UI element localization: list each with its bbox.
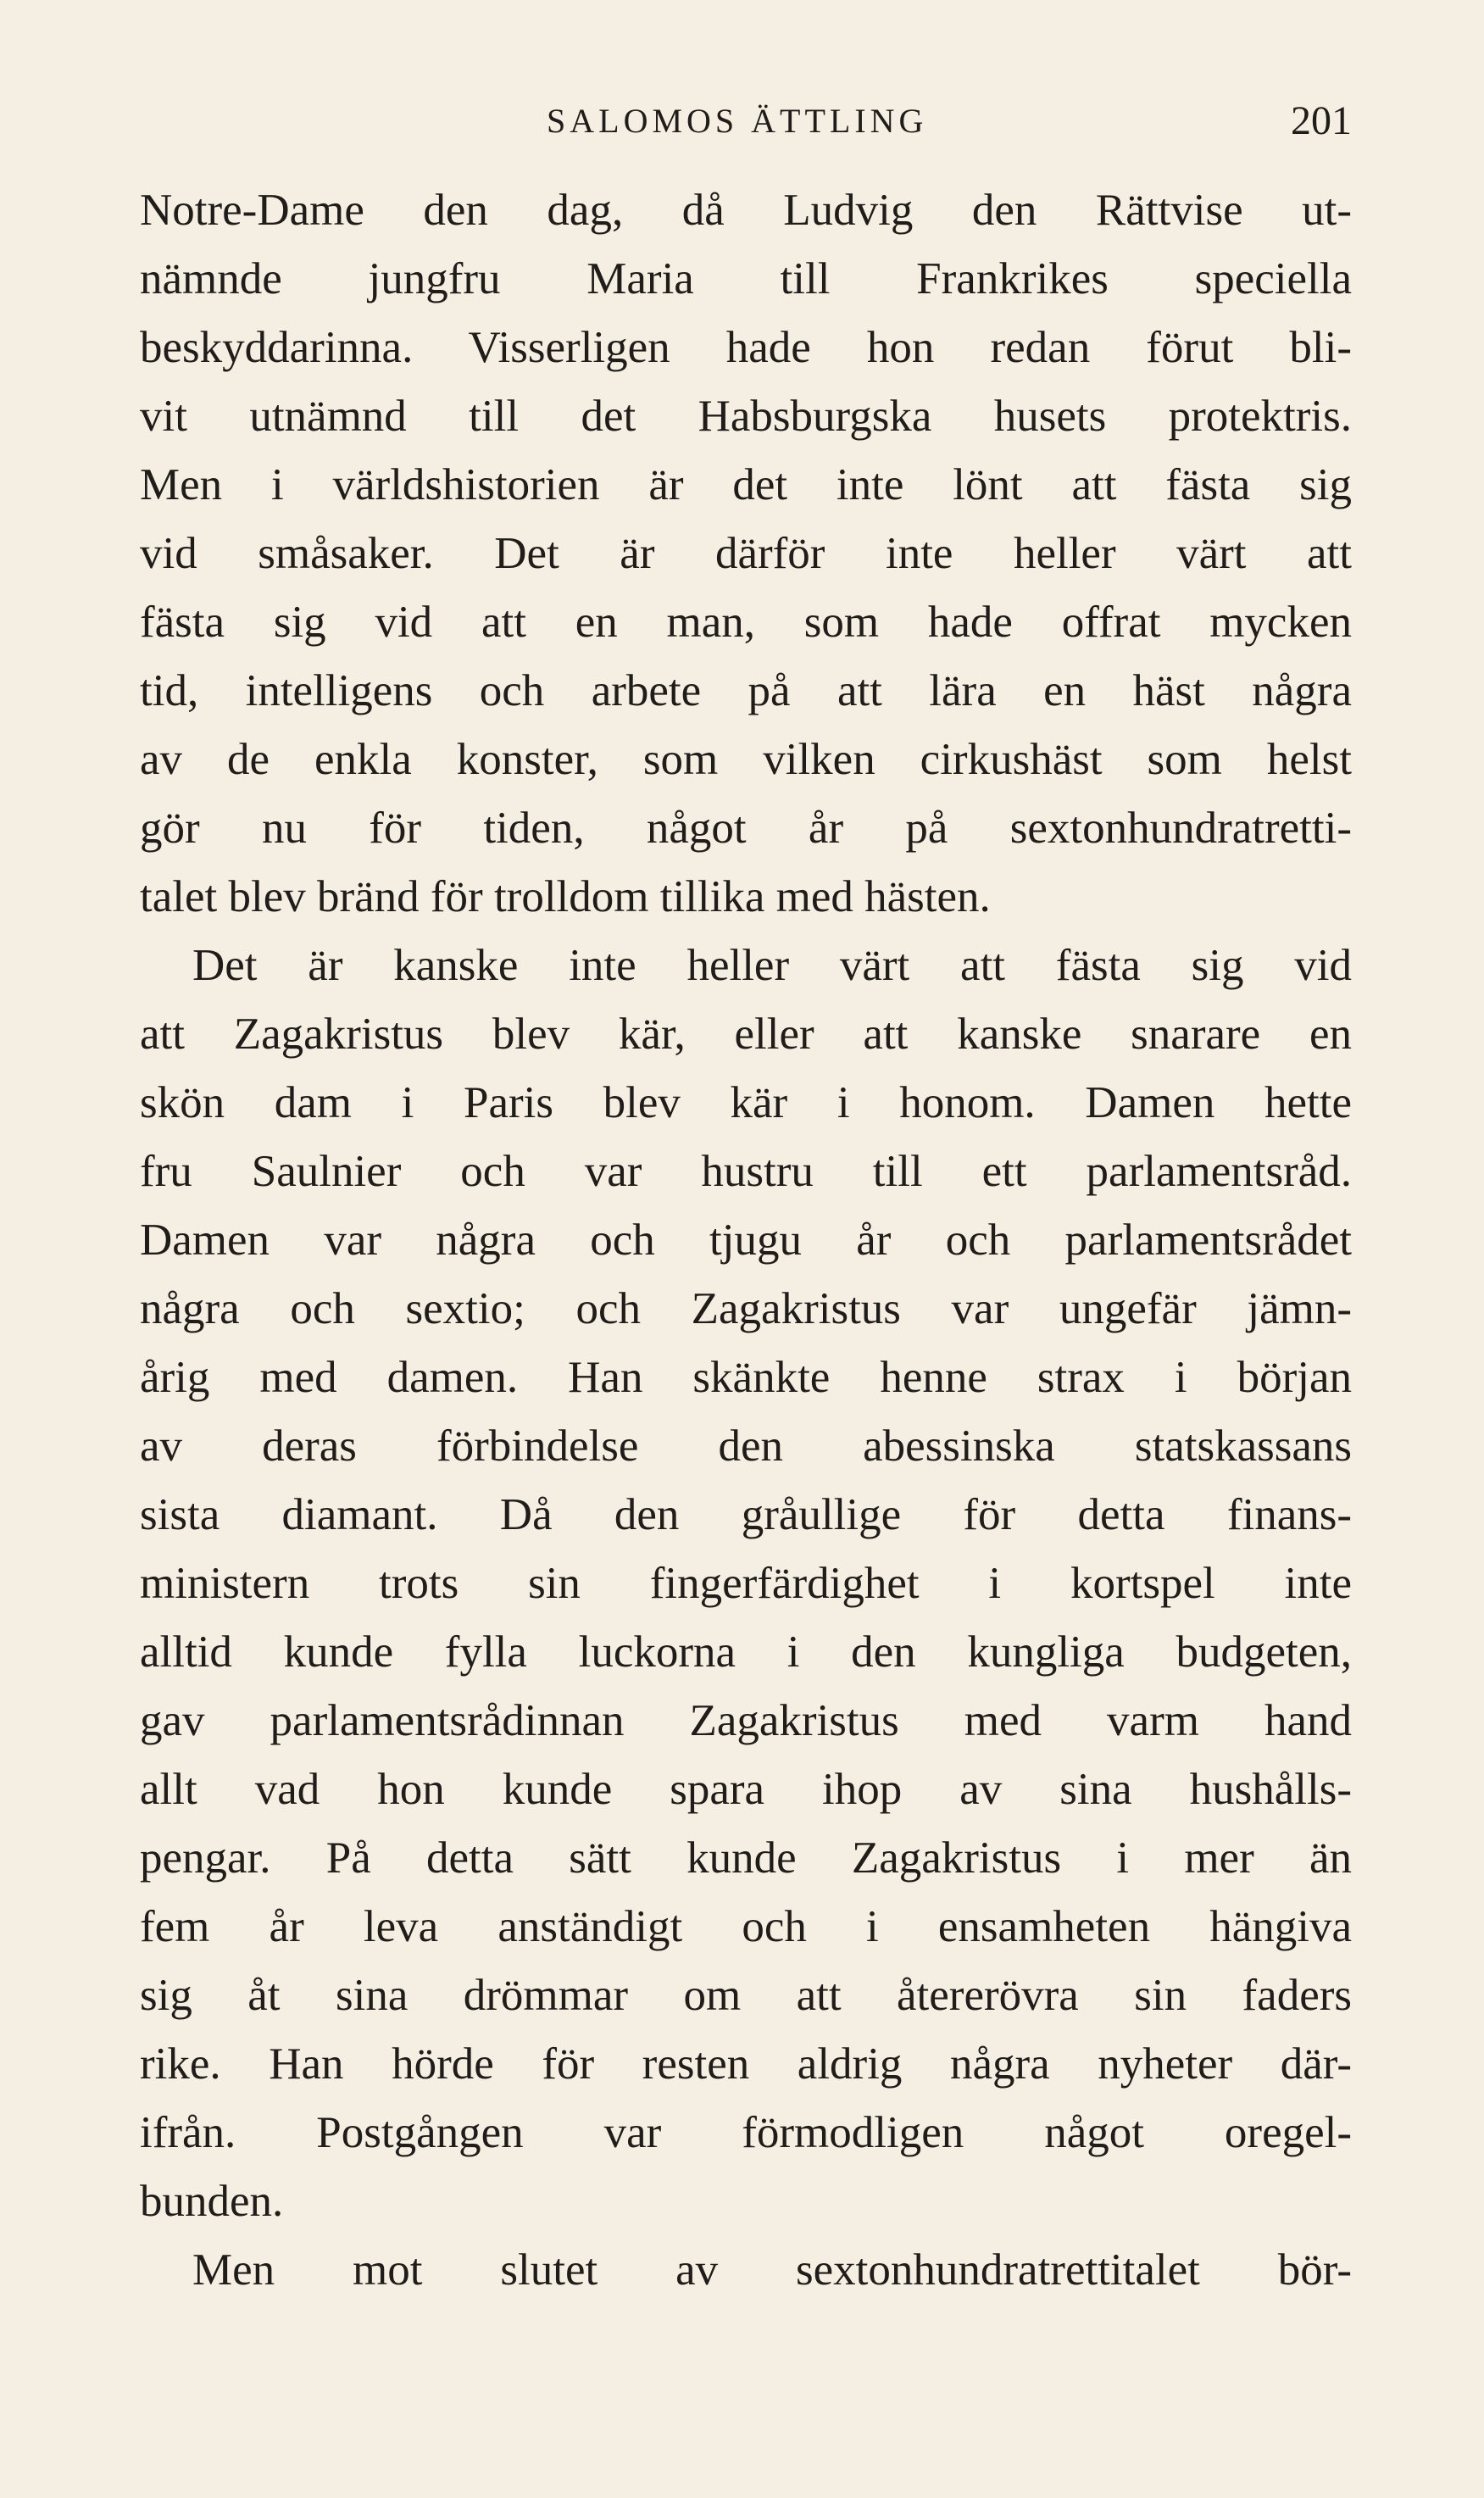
text-line: att Zagakristus blev kär, eller att kanske snarare en: [140, 1010, 1352, 1059]
text-line: vit utnämnd till det Habsburgska husets protektris.: [140, 392, 1352, 441]
text-line: årig med damen. Han skänkte henne strax i början: [140, 1353, 1352, 1402]
text-line: rike. Han hörde för resten aldrig några nyheter där-: [140, 2039, 1352, 2089]
text-line: sig åt sina drömmar om att återerövra sin faders: [140, 1971, 1352, 2020]
text-line: alltid kunde fylla luckorna i den kungliga budgeten,: [140, 1627, 1352, 1677]
text-line: Notre-Dame den dag, då Ludvig den Rättvise ut-: [140, 186, 1352, 235]
text-line: Men mot slutet av sextonhundratrettitalet bör-: [192, 2245, 1352, 2295]
text-line: ifrån. Postgången var förmodligen något oregel-: [140, 2108, 1352, 2157]
text-line: gav parlamentsrådinnan Zagakristus med varm hand: [140, 1696, 1352, 1745]
page-number: 201: [1291, 98, 1352, 143]
text-line: av deras förbindelse den abessinska statskassans: [140, 1421, 1352, 1471]
text-line: nämnde jungfru Maria till Frankrikes speciella: [140, 254, 1352, 303]
body-text: [140, 176, 1352, 2305]
text-line: talet blev bränd för trolldom tillika med hästen.: [140, 872, 991, 921]
text-line: några och sextio; och Zagakristus var ungefär jämn-: [140, 1284, 1352, 1333]
text-line: skön dam i Paris blev kär i honom. Damen hette: [140, 1078, 1352, 1127]
text-line: ministern trots sin fingerfärdighet i kortspel inte: [140, 1559, 1352, 1608]
running-title: SALOMOS ÄTTLING: [547, 102, 928, 140]
text-line: Det är kanske inte heller värt att fästa sig vid: [192, 941, 1352, 990]
text-line: fem år leva anständigt och i ensamheten hängiva: [140, 1902, 1352, 1951]
text-line: Men i världshistorien är det inte lönt att fästa sig: [140, 460, 1352, 509]
text-line: fru Saulnier och var hustru till ett parlamentsråd.: [140, 1147, 1352, 1196]
text-line: fästa sig vid att en man, som hade offrat mycken: [140, 598, 1352, 647]
text-line: pengar. På detta sätt kunde Zagakristus i mer än: [140, 1833, 1352, 1883]
running-head: [140, 92, 1352, 151]
text-line: vid småsaker. Det är därför inte heller värt att: [140, 529, 1352, 578]
text-line: tid, intelligens och arbete på att lära en häst några: [140, 666, 1352, 715]
text-line: gör nu för tiden, något år på sextonhundratretti-: [140, 804, 1352, 853]
text-line: allt vad hon kunde spara ihop av sina hushålls-: [140, 1765, 1352, 1814]
text-line: sista diamant. Då den gråullige för detta finans-: [140, 1490, 1352, 1539]
text-line: beskyddarinna. Visserligen hade hon redan förut bli-: [140, 323, 1352, 372]
text-line: bunden.: [140, 2177, 284, 2226]
text-line: Damen var några och tjugu år och parlamentsrådet: [140, 1216, 1352, 1265]
text-line: av de enkla konster, som vilken cirkushäst som helst: [140, 735, 1352, 784]
